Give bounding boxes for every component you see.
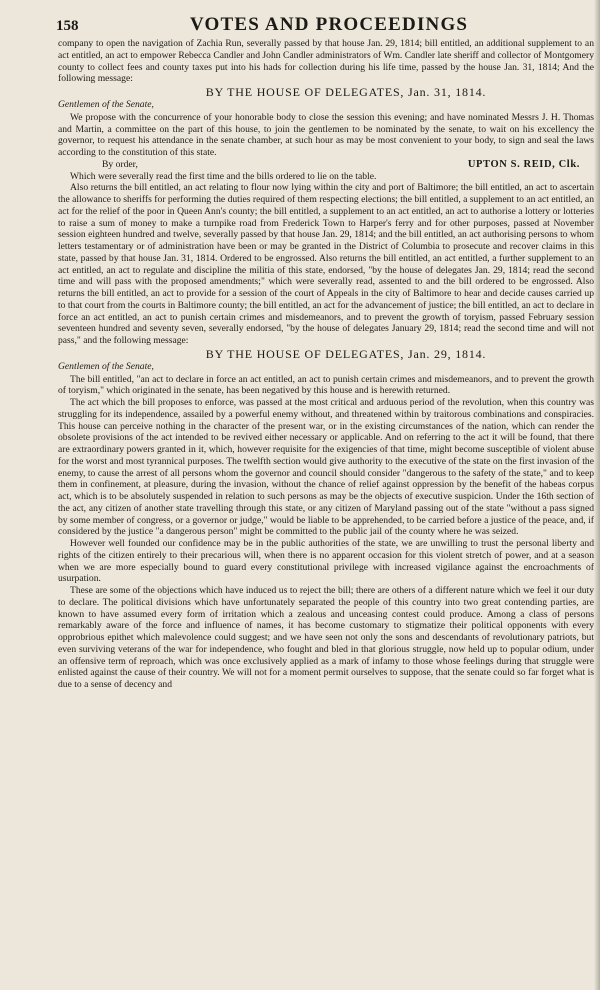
page-number: 158	[56, 18, 79, 34]
signoff	[58, 159, 594, 171]
paragraph-6: The act which the bill proposes to enforce, was passed at the most critical and arduous period of the revolution, when this country was struggling for its independence, assailed by a powerful enemy without, and threatened within by traitorous combinations and conspiracies. This house can perceive nothing in the character of the present war, or in the existing circumstances of the nation, which can render the obsolete provisions of the act intended to be revived either necessary or applicable. And on referring to the act it will be found, that there are extraordinary powers granted in it, which, however requisite for the exigencies of that time, might become susceptible of violent abuse for the worst and most tyrannical purposes. The twelfth section would give authority to the executive of the state on the first invasion of the enemy, to cause the arrest of all persons whom the governor and council should consider "dangerous to the safety of the state," and to keep them in confinement, at pleasure, during the invasion, without the chance of relief against oppression by the benefit of the habeas corpus act, which is to be absolutely suspended in relation to such persons as may be the objects of executive suspicion. Under the 16th section of the act, any citizen of another state travelling through this state, or any citizen of Maryland passing out of the state "without a pass signed by some member of congress, or a governor or judge," would be liable to be apprehended, to be carried before a justice of the peace, and, if considered by the justice "a dangerous person" might be committed to the public jail of the county where he was seized.	[58, 397, 594, 538]
signoff-name: UPTON S. REID, Clk.	[467, 158, 580, 170]
page-header	[56, 14, 594, 36]
paragraph-1: company to open the navigation of Zachia Run, severally passed by that house Jan. 29, 1814; bill entitled, an additional supplement to an act entitled, an act to empower Rebecca Candler and John Candler administrators of Wm. Candler late sheriff and collector of Montgomery county to collect fees and county taxes put into his hads for collection during his life time, passed by the house Jan. 31, 1814; And the following message:	[58, 38, 594, 85]
paragraph-8: These are some of the objections which have induced us to reject the bill; there are others of a different nature which we feel it our duty to declare. The political divisions which have unfortunately separated the people of this country into two great contending parties, are known to have assumed every form of irritation which a zealous and unceasing contest could produce. Among a class of persons remarkably aware of the force and influence of names, it has become customary to stigmatize their political opponents with every opprobrious epithet which malevolence could suggest; and we have seen not only the sons and descendants of revolutionary patriots, but even surviving veterans of the war for independence, who fought and bled in that glorious struggle, now held up to popular odium, under an offensive term of reproach, which was once exclusively applied as a mark of infamy to those whose feelings during that struggle were enlisted against the cause of their country. We will not for a moment permit ourselves to suppose, that the senate could so far forget what is due to a sense of decency and	[58, 585, 594, 690]
message-heading-1: BY THE HOUSE OF DELEGATES, Jan. 31, 1814.	[205, 85, 487, 99]
paragraph-4: Also returns the bill entitled, an act relating to flour now lying within the city and port of Baltimore; the bill entitled, an act to ascertain the allowance to sheriffs for performing the duties required of them respecting elections; the bill entitled, a supplement to an act entitled, an act for the relief of the poor in Queen Ann's county; the bill entitled, a supplement to an act entitled, an act to authorise a lottery or lotteries to raise a sum of money to make a turnpike road from Frederick Town to Harper's ferry and for other purposes, passed at November session eighteen hundred and twelve, severally passed by that house Jan. 29, 1814; and the bill entitled, an act authorising persons to whom letters testamentary or of administration have been or may be granted in the District of Columbia to prosecute and recover claims in this state, passed by that house Jan. 31, 1814. Ordered to be engrossed. Also returns the bill entitled, an act entitled, a further supplement to an act entitled, an act to regulate and discipline the militia of this state, endorsed, "by the house of delegates Jan. 29, 1814; read the second time and will pass with the proposed amendments;" which were severally read, assented to and the bill ordered to be engrossed. Also returns the bill entitled, an act to provide for a session of the court of Appeals in the city of Baltimore to hear and decide causes carried up to that court from the courts in Baltimore county; the bill entitled, an act for the advancement of justice; the bill entitled, an act to declare in force an act entitled, an act to punish certain crimes and misdemeanors, and to prevent the growth of toryism, passed February session seventeen hundred and seventy seven, severally endorsed, "by the house of delegates January 29, 1814; read the second time and will not pass," and the following message:	[58, 182, 595, 346]
paragraph-5: The bill entitled, "an act to declare in force an act entitled, an act to punish certain crimes and misdemeanors, and to prevent the growth of toryism," which originated in the senate, has been negatived by this house and is herewith returned.	[58, 373, 594, 397]
message-heading-2: BY THE HOUSE OF DELEGATES, Jan. 29, 1814.	[205, 346, 487, 361]
body-text	[58, 38, 594, 691]
page-edge-shadow	[594, 0, 600, 990]
paragraph-2: We propose with the concurrence of your honorable body to close the session this evening; and have nominated Messrs J. H. Thomas and Martin, a committee on the part of this house, to join the gentlemen to be nominated by the senate, to wait on his excellency the governor, to request his attendance in the senate chamber, at such hour as may be most convenient to your body, to sign and seal the laws according to the constitution of this state.	[58, 111, 594, 158]
paragraph-3: Which were severally read the first time and the bills ordered to lie on the table.	[70, 170, 377, 182]
salutation-1: Gentlemen of the Senate,	[58, 99, 154, 110]
signoff-by: By order,	[102, 158, 138, 170]
salutation-2: Gentlemen of the Senate,	[58, 360, 154, 372]
running-head: VOTES AND PROCEEDINGS	[190, 14, 469, 35]
paragraph-7: However well founded our confidence may be in the public authorities of the state, we are unwilling to trust the personal liberty and rights of the citizen entirely to their precarious will, when there is no apparent occasion for this violent stretch of power, and at a season when we are more especially bound to guard every constitutional privilege with increased vigilance against the encroachments of usurpation.	[58, 538, 594, 585]
